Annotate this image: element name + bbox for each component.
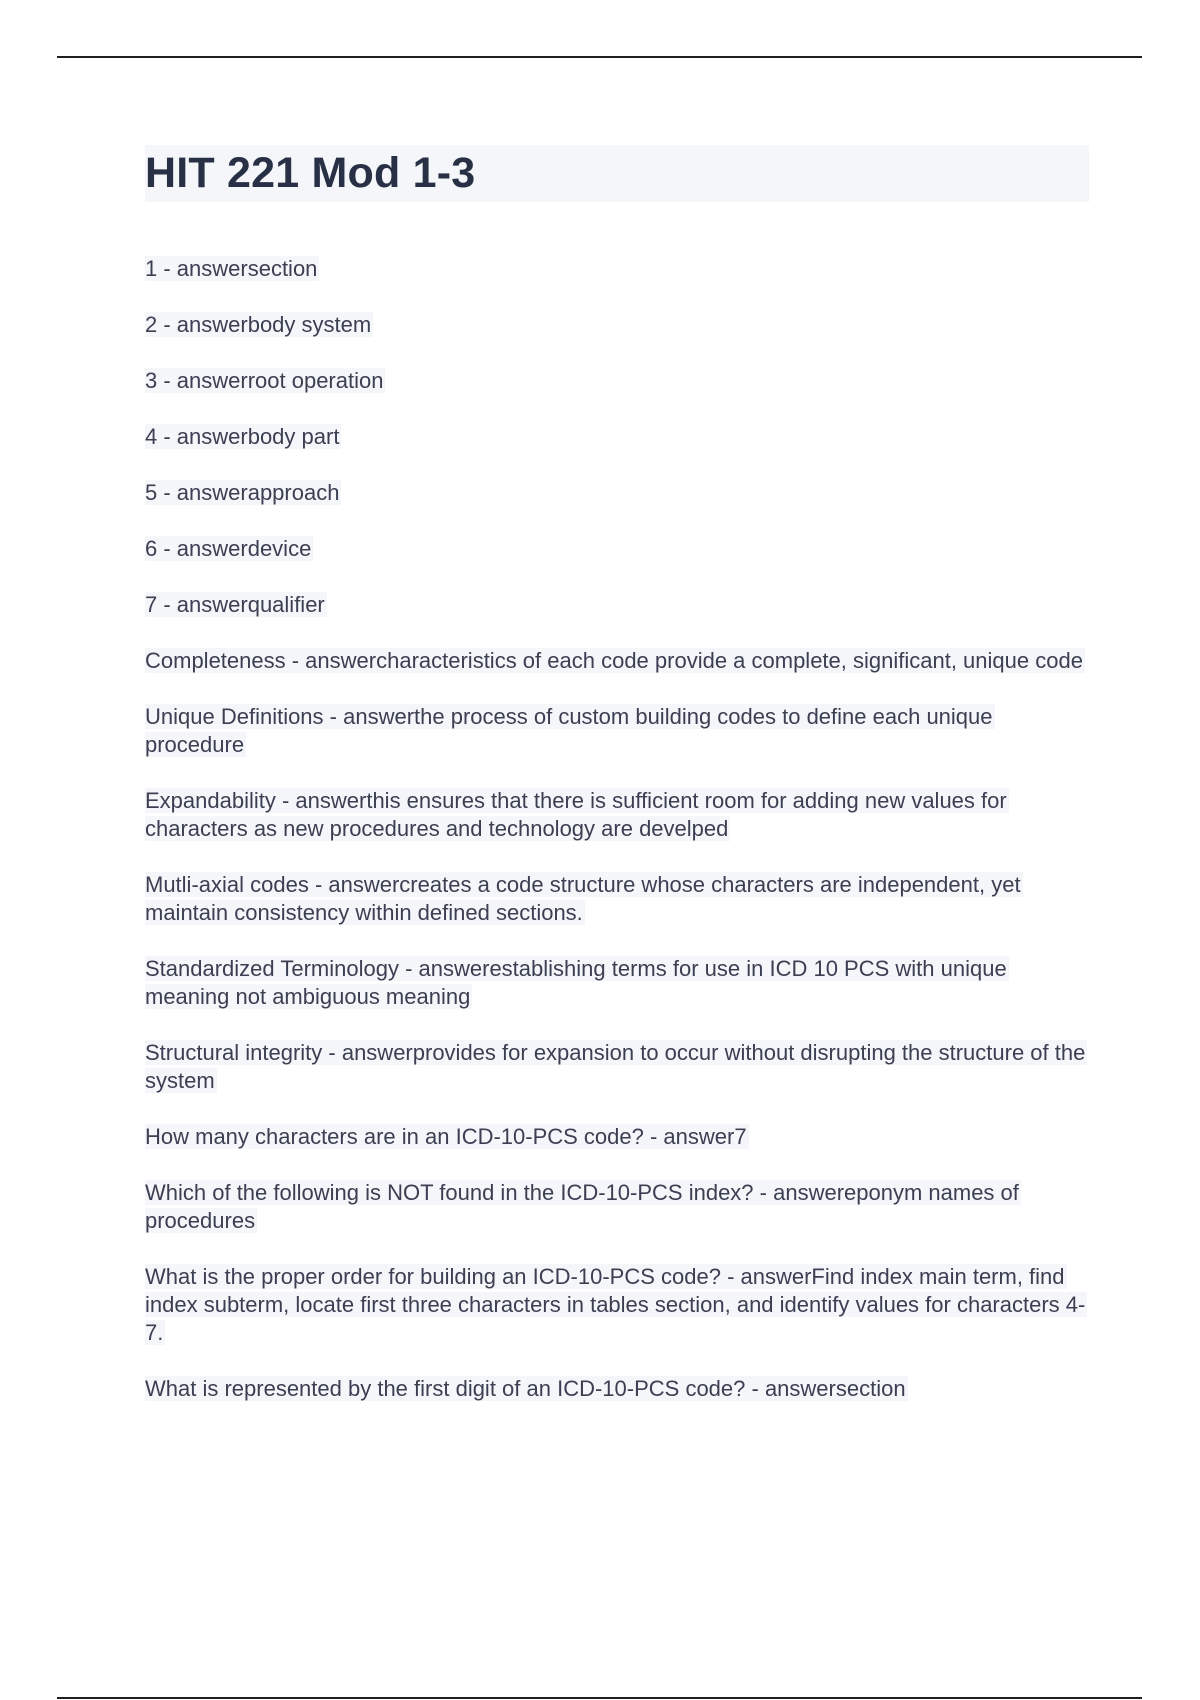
list-item [145,367,1089,395]
list-item-text: 2 - answerbody system [145,312,372,337]
document-title: HIT 221 Mod 1-3 [145,149,476,197]
list-item [145,787,1089,843]
list-item-text: 6 - answerdevice [145,536,312,561]
list-item [145,311,1089,339]
list-item [145,703,1089,759]
top-divider [57,56,1142,58]
list-item [145,1263,1089,1347]
list-item-text: What is represented by the first digit of an ICD-10-PCS code? - answersection [145,1376,906,1401]
list-item [145,479,1089,507]
list-item [145,955,1089,1011]
list-item [145,1179,1089,1235]
list-item [145,535,1089,563]
list-item [145,1375,1089,1403]
list-item-text: Completeness - answercharacteristics of each code provide a complete, significant, unique code [145,648,1083,673]
list-item-text: Standardized Terminology - answerestablishing terms for use in ICD 10 PCS with unique meaning not ambiguous meaning [145,956,1007,1009]
list-item [145,871,1089,927]
list-item [145,591,1089,619]
list-item-text: Unique Definitions - answerthe process of custom building codes to define each unique procedure [145,704,993,757]
bottom-divider [57,1697,1142,1699]
list-item-text: 4 - answerbody part [145,424,340,449]
list-item [145,647,1089,675]
list-item-text: 3 - answerroot operation [145,368,384,393]
qa-list [145,255,1089,1431]
list-item-text: 5 - answerapproach [145,480,340,505]
list-item-text: Mutli-axial codes - answercreates a code structure whose characters are independent, yet maintain consistency within defined sections. [145,872,1021,925]
list-item-text: Structural integrity - answerprovides for expansion to occur without disrupting the structure of the system [145,1040,1086,1093]
list-item-text: Expandability - answerthis ensures that there is sufficient room for adding new values for characters as new procedures and technology are develped [145,788,1007,841]
list-item [145,1039,1089,1095]
list-item [145,255,1089,283]
list-item-text: Which of the following is NOT found in the ICD-10-PCS index? - answereponym names of procedures [145,1180,1019,1233]
list-item-text: What is the proper order for building an ICD-10-PCS code? - answerFind index main term, find index subterm, locate first three characters in tables section, and identify values for characters 4-7. [145,1264,1086,1345]
list-item-text: How many characters are in an ICD-10-PCS code? - answer7 [145,1124,747,1149]
list-item-text: 1 - answersection [145,256,318,281]
list-item [145,1123,1089,1151]
list-item [145,423,1089,451]
list-item-text: 7 - answerqualifier [145,592,325,617]
